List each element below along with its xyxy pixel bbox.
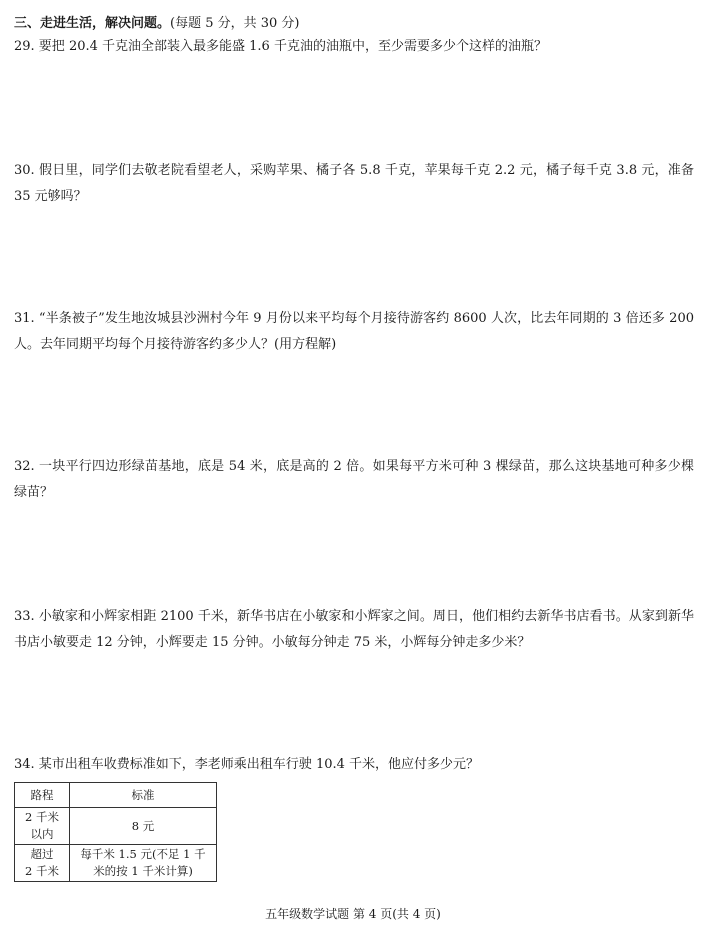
row2-distance-line2: 2 千米 [25,864,59,878]
table-row [15,808,217,845]
row2-standard-line1: 每千米 1.5 元(不足 1 千 [80,847,206,861]
row1-standard-line1: 8 元 [131,818,155,833]
table-row [15,845,217,882]
row2-distance-line1: 超过 [30,847,54,861]
header-standard: 标准 [70,783,217,808]
page-footer: 五年级数学试题 第 4 页(共 4 页) [265,907,441,921]
section-score-note: (每题 5 分，共 30 分) [170,16,300,31]
row2-distance [15,845,70,882]
row2-standard-line2: 米的按 1 千米计算) [93,864,193,878]
row1-distance-line1: 2 千米 [25,810,59,824]
section-title: 三、走进生活，解决问题。 [14,16,171,31]
question-30: 30. 假日里，同学们去敬老院看望老人，采购苹果、橘子各 5.8 千克，苹果每千克 2.2 元，橘子每千克 3.8 元，准备 35 元够吗？ [14,163,694,204]
row1-standard [70,808,217,845]
section-heading [14,12,300,31]
question-33: 33. 小敏家和小辉家相距 2100 千米，新华书店在小敏家和小辉家之间。周日，他们相约去新华书店看书。从家到新华书店小敏要走 12 分钟，小辉要走 15 分钟。小敏每分钟走 75 米，小辉每分钟走多少米？ [14,609,694,650]
header-distance: 路程 [15,783,70,808]
row1-distance-line2: 以内 [30,827,54,841]
question-32: 32. 一块平行四边形绿苗基地，底是 54 米，底是高的 2 倍。如果每平方米可种 3 棵绿苗，那么这块基地可种多少棵绿苗？ [14,459,694,500]
question-29: 29. 要把 20.4 千克油全部装入最多能盛 1.6 千克油的油瓶中，至少需要多少个这样的油瓶？ [14,39,547,54]
question-34: 34. 某市出租车收费标准如下，李老师乘出租车行驶 10.4 千米，他应付多少元？ [14,757,480,772]
row2-standard [70,845,217,882]
fare-table [14,782,217,882]
row1-distance [15,808,70,845]
question-31: 31. “半条被子”发生地汝城县沙洲村今年 9 月份以来平均每个月接待游客约 8600 人次，比去年同期的 3 倍还多 200 人。去年同期平均每个月接待游客约多少人？(用方程解) [14,311,694,352]
table-header-row [15,783,217,808]
